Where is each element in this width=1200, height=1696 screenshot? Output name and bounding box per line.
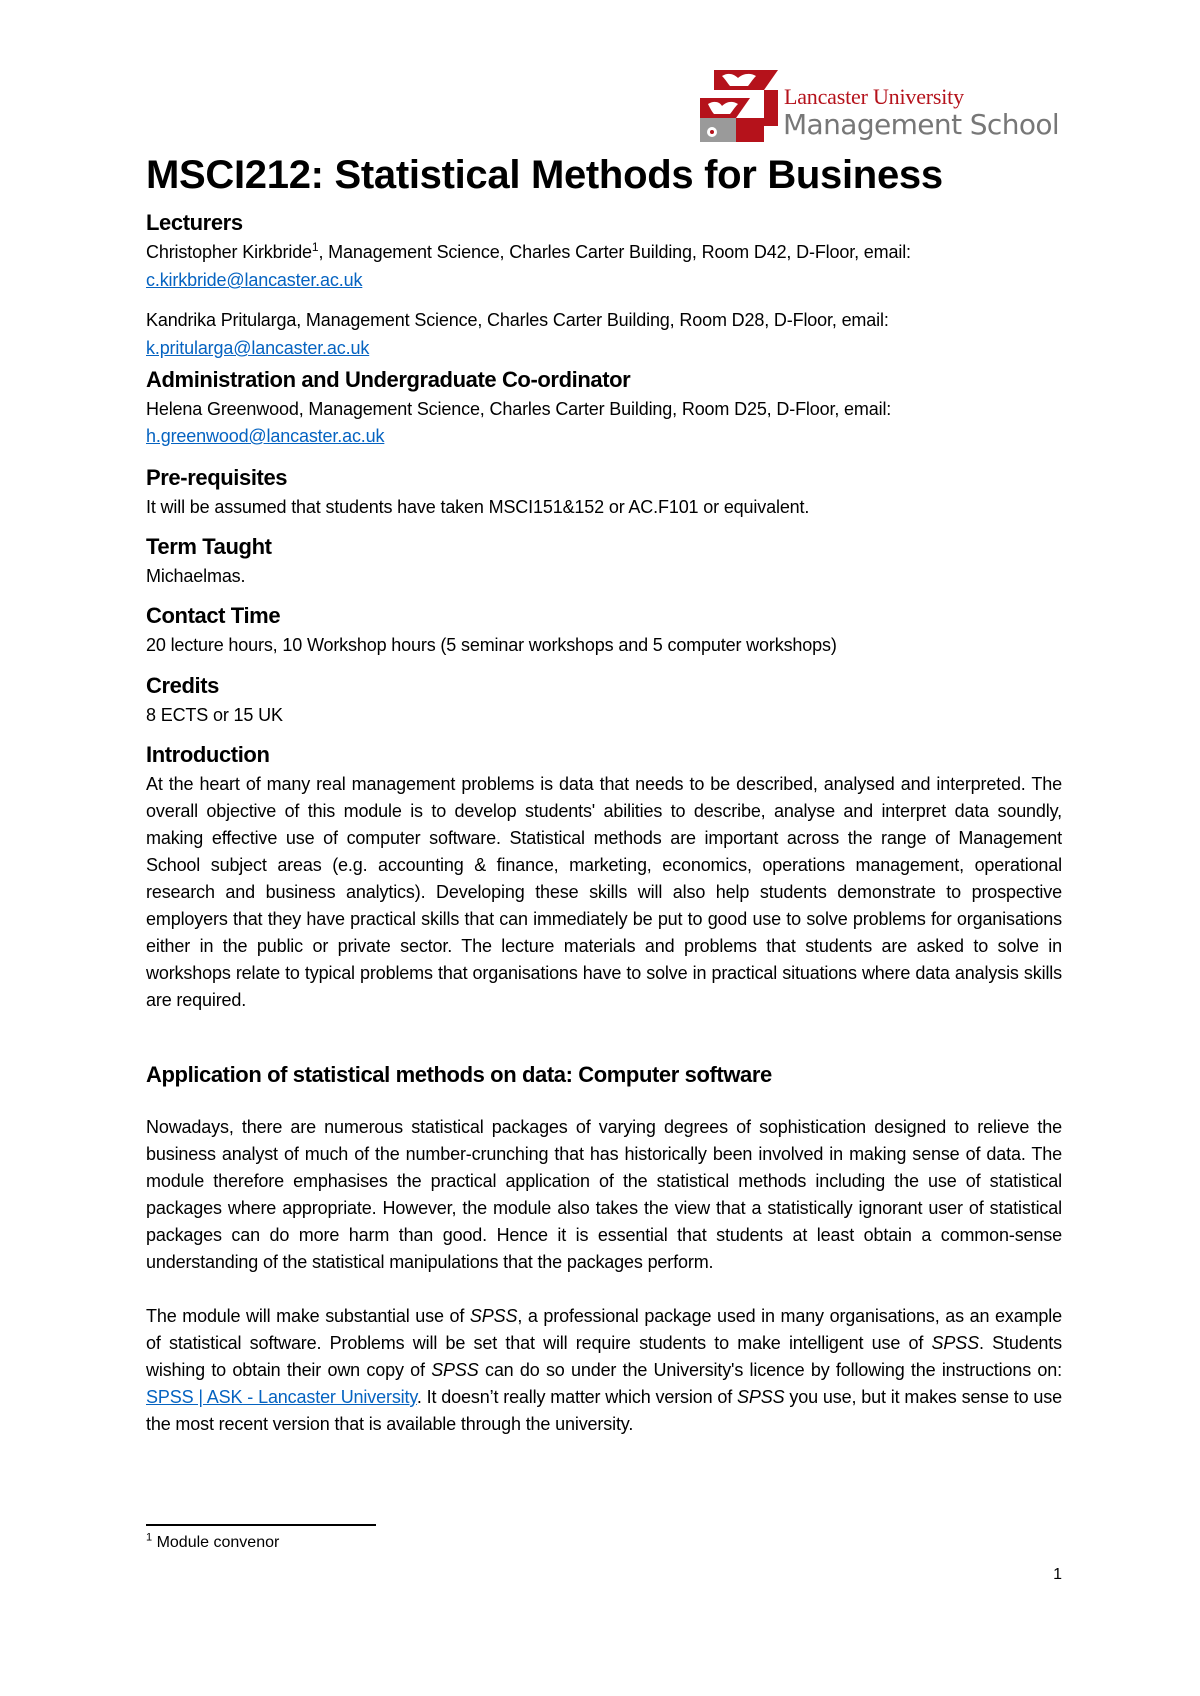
pritularga-email-link[interactable]: k.pritularga@lancaster.ac.uk	[146, 338, 370, 358]
spss-ask-link[interactable]: SPSS | ASK - Lancaster University	[146, 1387, 417, 1407]
paragraph-text: . It doesn’t really matter which version of	[416, 1387, 738, 1407]
application-paragraph-1: Nowadays, there are numerous statistical packages of varying degrees of sophistication designed to relieve the business analyst of much of the number-crunching that has historically been involved in making sense of data. The module therefore emphasises the practical application of the statistical methods including the use of statistical packages where appropriate. However, the module also takes the view that a statistically ignorant user of statistical packages can do more harm than good. Hence it is essential that students at least obtain a common-sense understanding of the statistical manipulations that the packages perform.	[146, 1117, 1062, 1272]
contact-time-heading: Contact Time	[146, 603, 281, 628]
admin-details: Helena Greenwood, Management Science, Charles Carter Building, Room D25, D-Floor, email:	[146, 399, 892, 419]
introduction-heading: Introduction	[146, 742, 270, 767]
paragraph-text: . Students wishing to obtain their own copy of	[146, 1333, 1062, 1380]
kirkbride-email-link[interactable]: c.kirkbride@lancaster.ac.uk	[146, 270, 363, 290]
paragraph-text: , a professional package used in many organisations, as an example of statistical software. Problems will be set that will require students to make intelligent use of	[146, 1306, 1062, 1353]
spss-term: SPSS	[737, 1387, 785, 1407]
logo-school-name: Management School	[783, 108, 1060, 141]
paragraph-text: can do so under the University's licence by following the instructions on:	[478, 1360, 1062, 1380]
term-taught-text: Michaelmas.	[146, 566, 246, 586]
term-taught-heading: Term Taught	[146, 534, 272, 559]
paragraph-text: The module will make substantial use of	[146, 1306, 470, 1326]
application-paragraph-2	[146, 1303, 1062, 1438]
admin-email-line	[146, 426, 384, 447]
lecturer-kirkbride-details: , Management Science, Charles Carter Building, Room D42, D-Floor, email:	[318, 242, 911, 262]
prerequisites-heading: Pre-requisites	[146, 465, 288, 490]
lecturer-kirkbride	[146, 242, 911, 263]
spss-term: SPSS	[931, 1333, 979, 1353]
lecturer-kirkbride-name: Christopher Kirkbride	[146, 242, 312, 262]
university-logo	[700, 70, 1070, 142]
document-page	[146, 0, 1062, 1696]
greenwood-email-link[interactable]: h.greenwood@lancaster.ac.uk	[146, 426, 385, 446]
paragraph-text: you use, but it makes sense to use the most recent version that is available through the university.	[146, 1387, 1063, 1434]
footnote-reference[interactable]: 1	[311, 240, 319, 254]
application-heading: Application of statistical methods on data: Computer software	[146, 1062, 772, 1087]
footnote-text: Module convenor	[152, 1534, 280, 1551]
lancaster-crest-icon	[700, 70, 778, 142]
spss-term: SPSS	[469, 1306, 518, 1326]
introduction-paragraph: At the heart of many real management problems is data that needs to be described, analysed and interpreted. The overall objective of this module is to develop students' abilities to describe, analyse and interpret data soundly, making effective use of computer software. Statistical methods are important across the range of Management School subject areas (e.g. accounting & finance, marketing, economics, operations management, operational research and business analytics). Developing these skills will also help students demonstrate to prospective employers that they have practical skills that can immediately be put to good use to solve problems for organisations either in the public or private sector. The lecture materials and problems that students are asked to solve in workshops relate to typical problems that organisations have to solve in practical situations where data analysis skills are required.	[146, 774, 1062, 1010]
footnote-mark: 1	[146, 1531, 153, 1544]
spss-term: SPSS	[431, 1360, 479, 1380]
lecturer-pritularga: Kandrika Pritularga, Management Science, Charles Carter Building, Room D28, D-Floor, email:	[146, 310, 889, 330]
credits-heading: Credits	[146, 673, 219, 698]
logo-university-name: Lancaster University	[784, 84, 964, 109]
prerequisites-text: It will be assumed that students have taken MSCI151&152 or AC.F101 or equivalent.	[146, 497, 810, 517]
credits-text: 8 ECTS or 15 UK	[146, 705, 283, 725]
lecturers-heading: Lecturers	[146, 210, 243, 235]
contact-time-text: 20 lecture hours, 10 Workshop hours (5 seminar workshops and 5 computer workshops)	[146, 635, 837, 655]
lecturer-pritularga-email-line	[146, 338, 369, 359]
page-number: 1	[1053, 1566, 1062, 1583]
admin-heading: Administration and Undergraduate Co-ordinator	[146, 367, 631, 392]
footnote-separator	[146, 1524, 376, 1526]
page-title: MSCI212: Statistical Methods for Business	[146, 153, 943, 197]
footnote	[146, 1531, 280, 1552]
lecturer-kirkbride-email-line	[146, 270, 362, 291]
